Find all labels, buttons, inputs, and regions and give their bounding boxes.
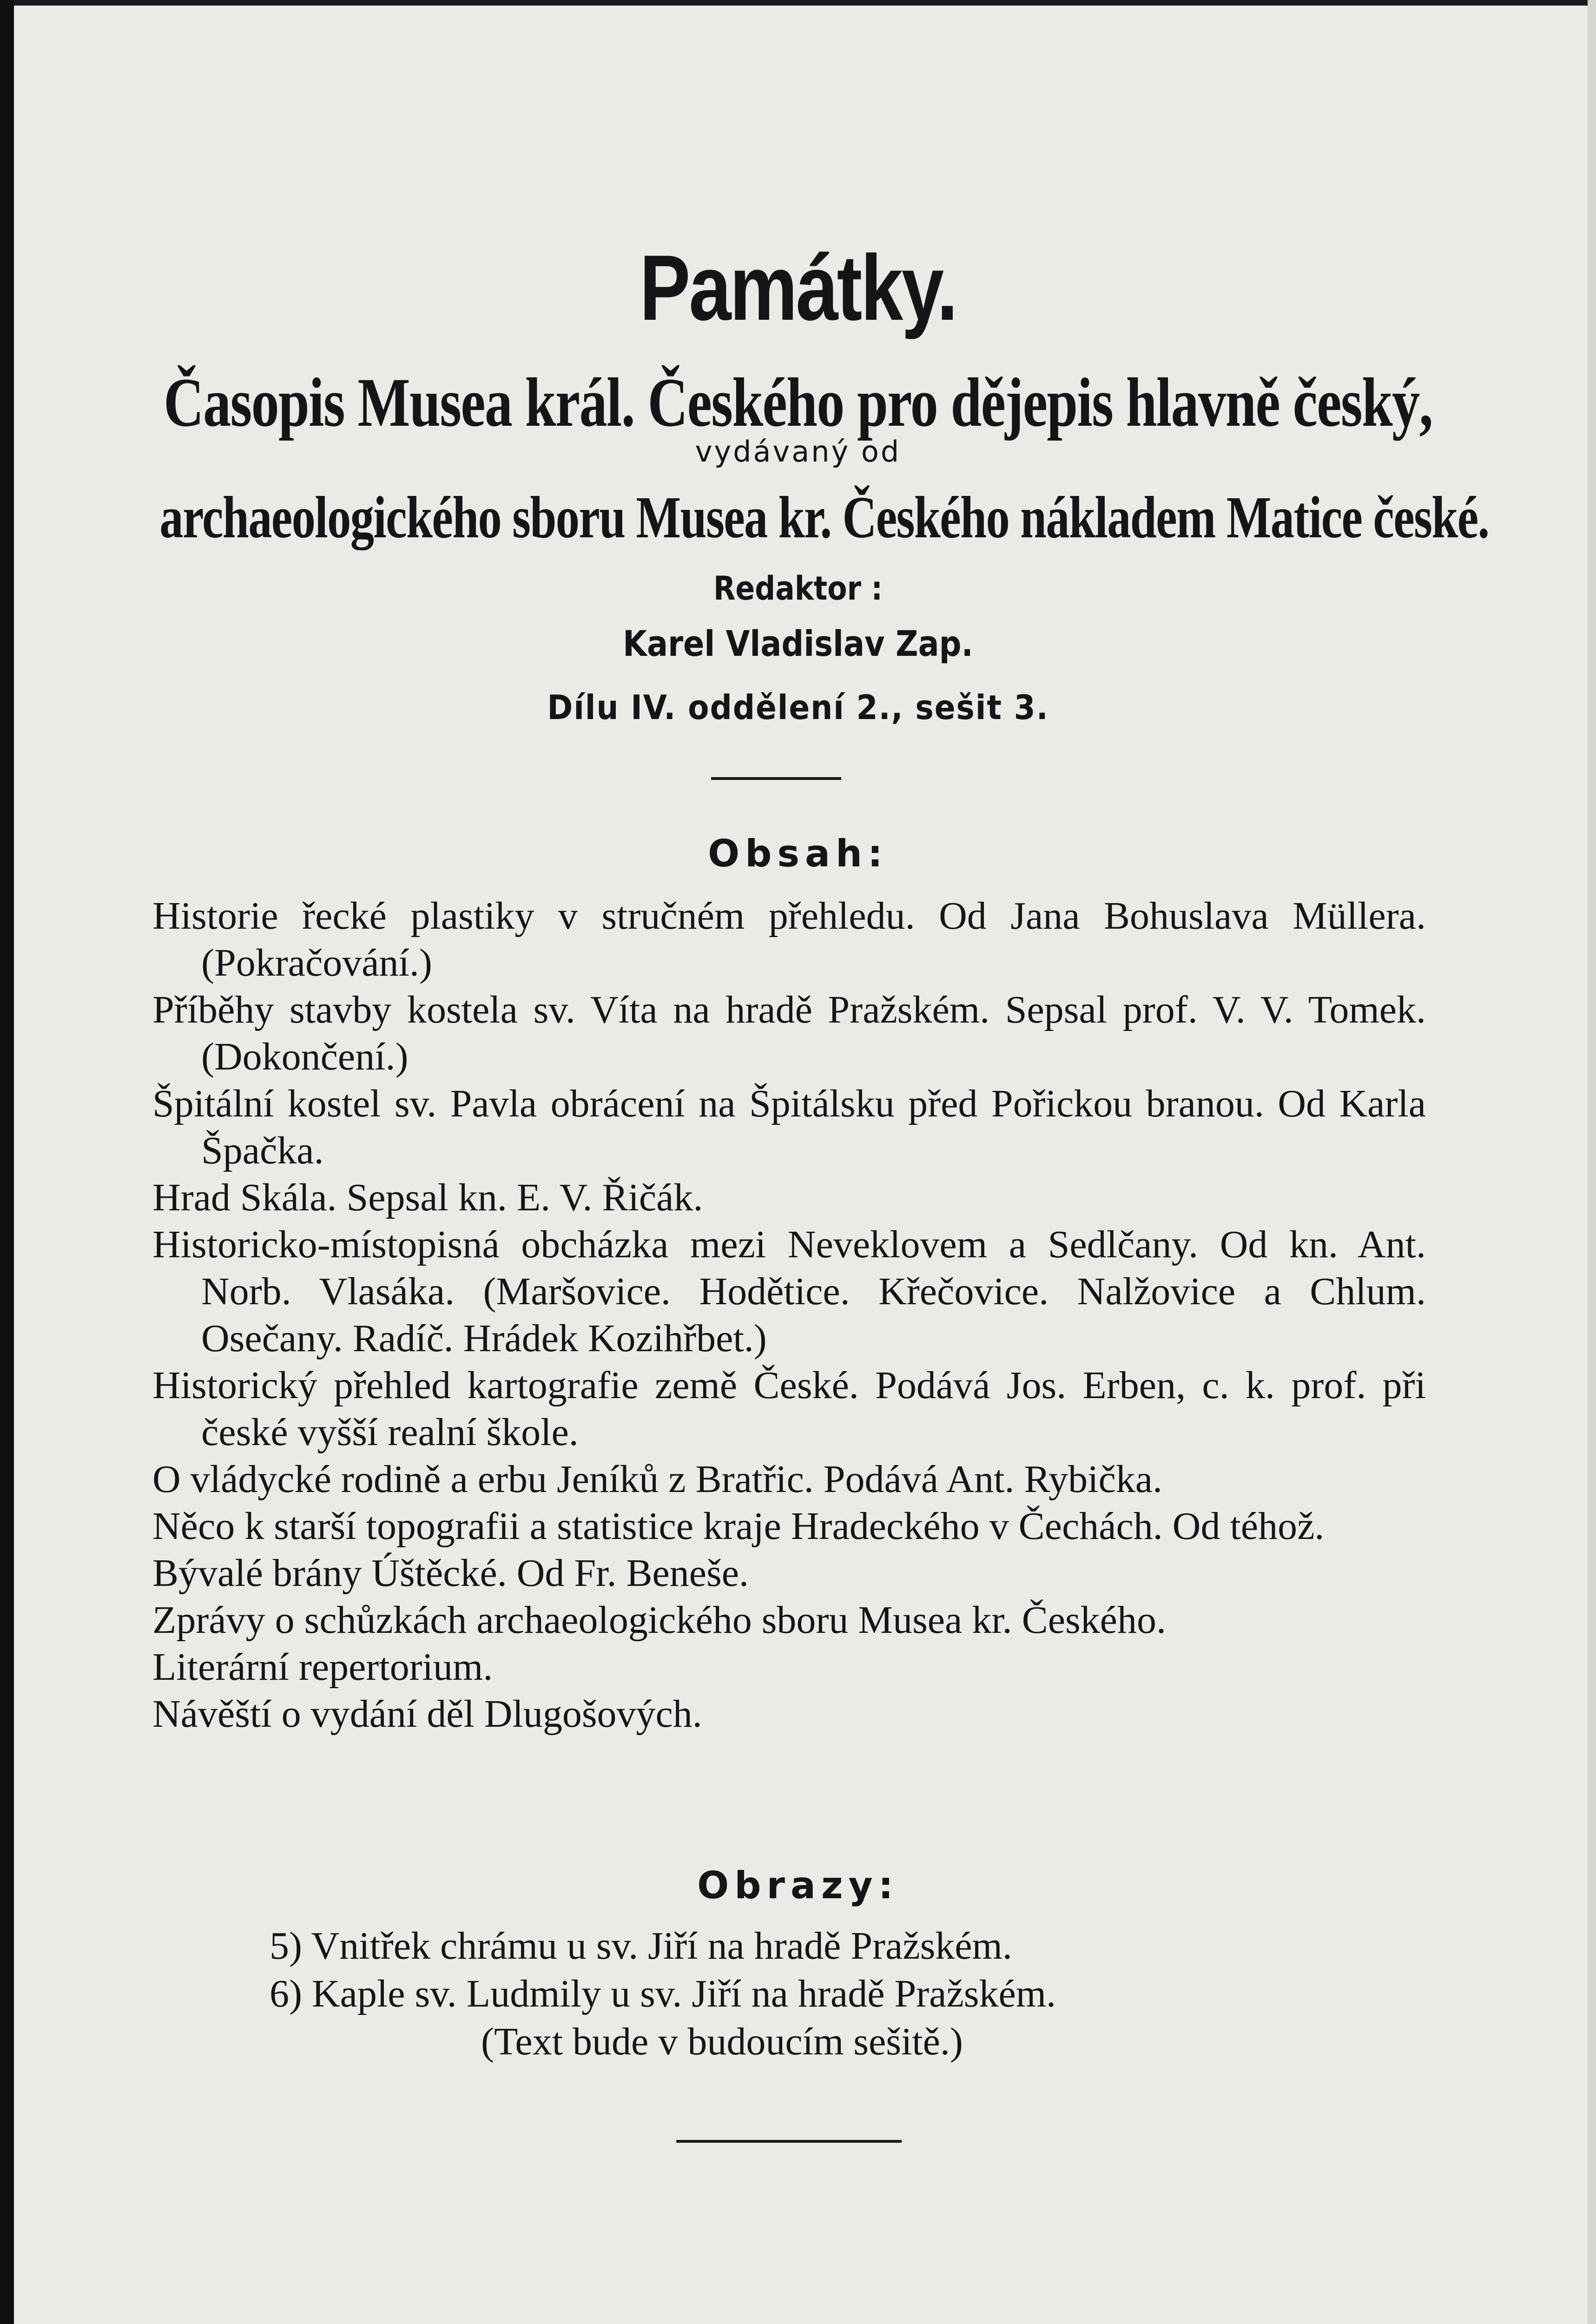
image-item: 6) Kaple sv. Ludmily u sv. Jiří na hradě Pražském.	[270, 1972, 1056, 2015]
contents-item: Historicko-místopisná obcházka mezi Neveklovem a Sedlčany. Od kn. Ant. Norb. Vlasáka. (Maršovice. Hodětice. Křečovice. Nalžovice a Chlum. Osečany. Radíč. Hrádek Kozihřbet.)	[152, 1223, 1426, 1360]
contents-item: Historický přehled kartografie země České. Podává Jos. Erben, c. k. prof. při české vyšší realní škole.	[152, 1364, 1426, 1454]
divider-rule-top	[711, 777, 841, 780]
images-note: (Text bude v budoucím sešitě.)	[481, 2020, 963, 2063]
contents-heading: Obsah:	[708, 832, 888, 875]
journal-title: Památky.	[640, 236, 956, 340]
contents-list	[152, 892, 1426, 1737]
issue-info: Dílu IV. oddělení 2., sešit 3.	[547, 688, 1049, 727]
contents-item: Hrad Skála. Sepsal kn. E. V. Řičák.	[152, 1176, 703, 1219]
images-list	[270, 1922, 1385, 2066]
journal-subtitle-line2: archaeologického sboru Musea kr. Českého nákladem Matice české.	[159, 484, 1489, 550]
contents-item: Literární repertorium.	[152, 1645, 493, 1689]
images-heading: Obrazy:	[697, 1864, 899, 1907]
contents-item: Zprávy o schůzkách archaeologického sboru Musea kr. Českého.	[152, 1598, 1166, 1642]
contents-item: Bývalé brány Úštěcké. Od Fr. Beneše.	[152, 1552, 749, 1595]
contents-item: Návěští o vydání děl Dlugošových.	[152, 1692, 702, 1736]
contents-item: O vládycké rodině a erbu Jeníků z Bratřic. Podává Ant. Rybička.	[152, 1458, 1163, 1501]
divider-rule-bottom	[676, 2140, 902, 2143]
contents-item: Historie řecké plastiky v stručném přehledu. Od Jana Bohuslava Müllera. (Pokračování.)	[152, 894, 1426, 984]
contents-item: Něco k starší topografii a statistice kraje Hradeckého v Čechách. Od téhož.	[152, 1505, 1325, 1548]
journal-subtitle-line1: Časopis Musea král. Českého pro dějepis hlavně český,	[164, 364, 1432, 441]
editor-label: Redaktor :	[713, 569, 883, 607]
contents-item: Špitální kostel sv. Pavla obrácení na Špitálsku před Pořickou branou. Od Karla Špačka.	[152, 1082, 1426, 1172]
image-item: 5) Vnitřek chrámu u sv. Jiří na hradě Pražském.	[270, 1924, 1012, 1967]
editor-name: Karel Vladislav Zap.	[623, 623, 973, 664]
contents-item: Příběhy stavby kostela sv. Víta na hradě Pražském. Sepsal prof. V. V. Tomek. (Dokončení.)	[152, 988, 1426, 1078]
published-by-label: vydávaný od	[695, 435, 901, 469]
